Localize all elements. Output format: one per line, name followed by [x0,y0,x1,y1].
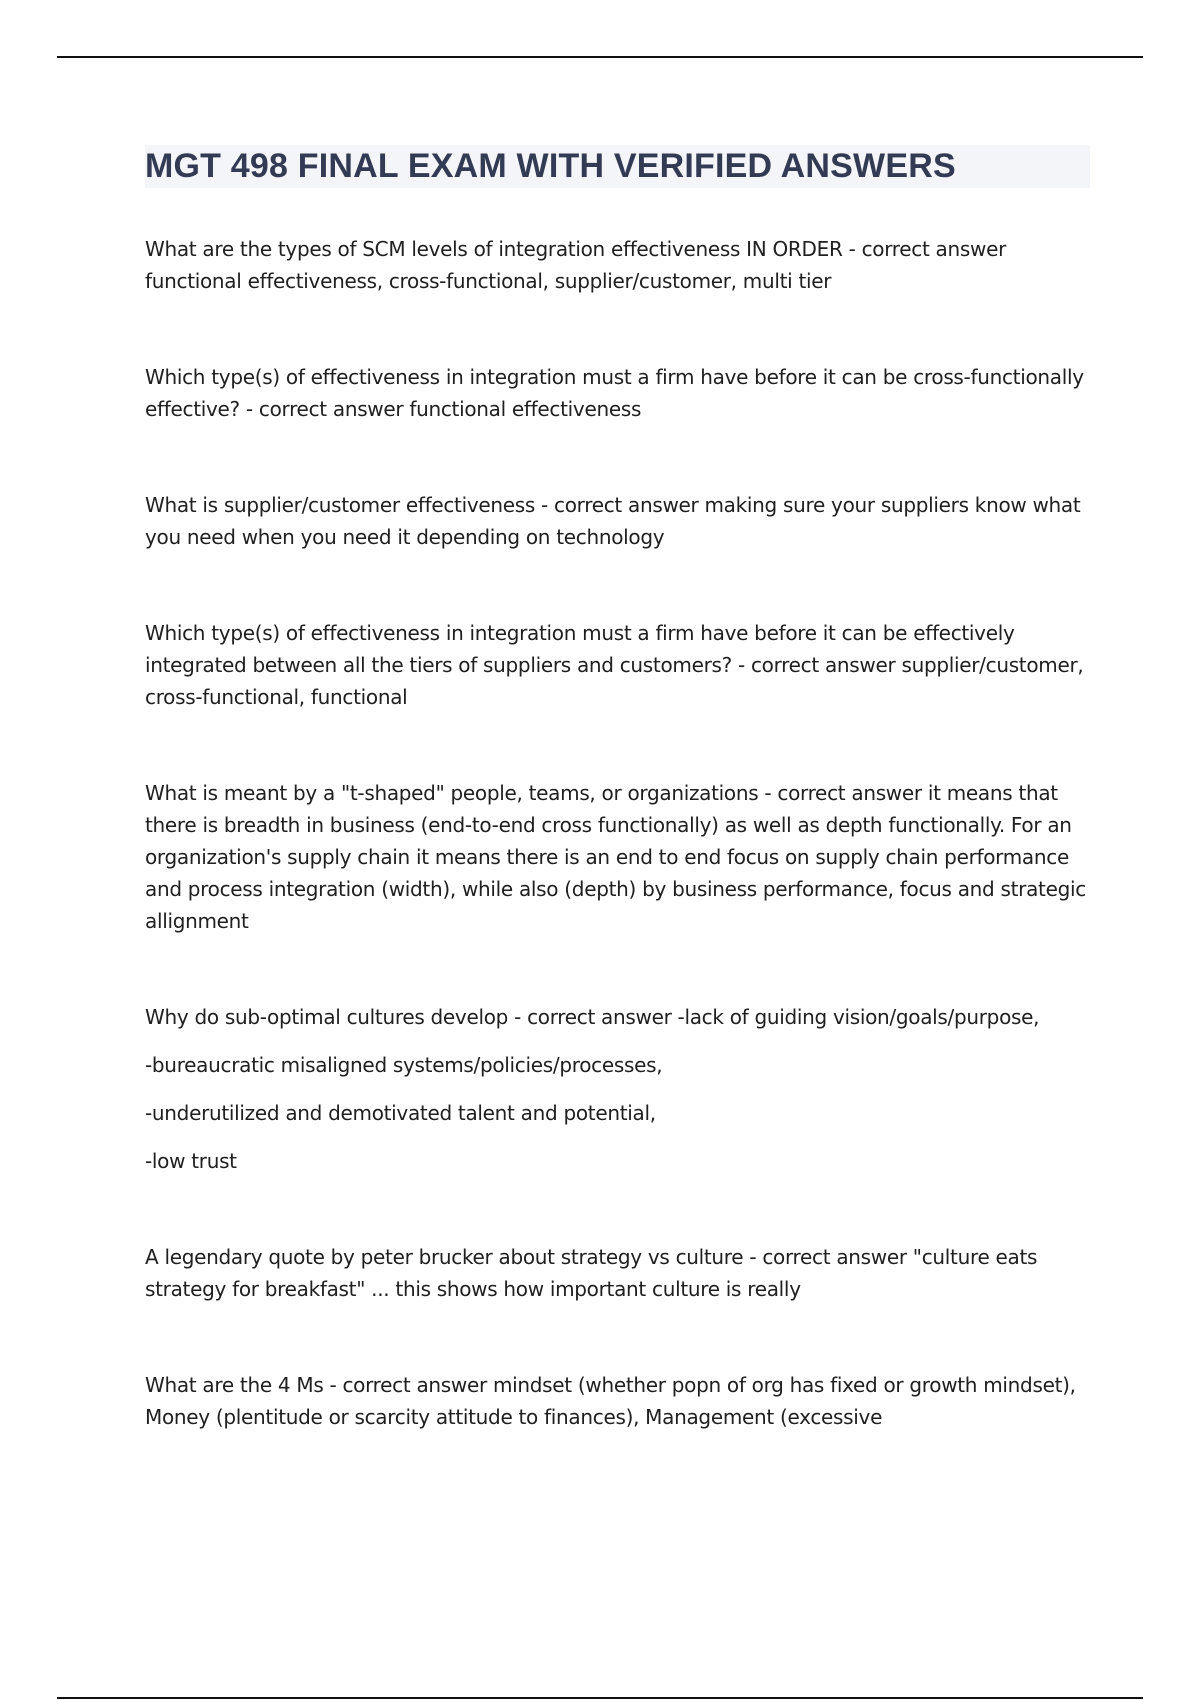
qa-text: What is meant by a "t-shaped" people, teams, or organizations - correct answer it means that there is breadth in business (end-to-end cross functionally) as well as depth functionally. For an organization's supply chain it means there is an end to end focus on supply chain performance and process integration (width), while also (depth) by business performance, focus and strategic allignment [145,781,1086,933]
title-banner [145,145,1090,188]
qa-entry [145,777,1090,937]
bottom-rule [57,1697,1143,1699]
qa-entry [145,1369,1090,1433]
qa-entry [145,233,1090,297]
qa-text: Which type(s) of effectiveness in integration must a firm have before it can be cross-functionally effective? - correct answer functional effectiveness [145,365,1084,421]
qa-text: Which type(s) of effectiveness in integration must a firm have before it can be effectively integrated between all the tiers of suppliers and customers? - correct answer supplier/customer, cross-functional, functional [145,621,1084,709]
qa-text: Why do sub-optimal cultures develop - correct answer -lack of guiding vision/goals/purpose, [145,1005,1040,1029]
qa-text-bullet: -underutilized and demotivated talent and potential, [145,1101,656,1125]
qa-entry [145,361,1090,425]
qa-entry [145,617,1090,713]
document-body [145,145,1090,1497]
qa-text-bullet: -bureaucratic misaligned systems/policies/processes, [145,1053,663,1077]
top-rule [57,56,1143,58]
qa-text: What are the 4 Ms - correct answer mindset (whether popn of org has fixed or growth mindset), Money (plentitude or scarcity attitude to finances), Management (excessive [145,1373,1076,1429]
qa-entry [145,1241,1090,1305]
qa-entry-culture [145,1001,1090,1177]
qa-text: What is supplier/customer effectiveness - correct answer making sure your suppliers know what you need when you need it depending on technology [145,493,1081,549]
qa-text: What are the types of SCM levels of integration effectiveness IN ORDER - correct answer functional effectiveness, cross-functional, supplier/customer, multi tier [145,237,1006,293]
page-title: MGT 498 FINAL EXAM WITH VERIFIED ANSWERS [145,147,956,185]
qa-text: A legendary quote by peter brucker about strategy vs culture - correct answer "culture eats strategy for breakfast" ... this shows how important culture is really [145,1245,1038,1301]
qa-text-bullet: -low trust [145,1149,237,1173]
qa-entry [145,489,1090,553]
